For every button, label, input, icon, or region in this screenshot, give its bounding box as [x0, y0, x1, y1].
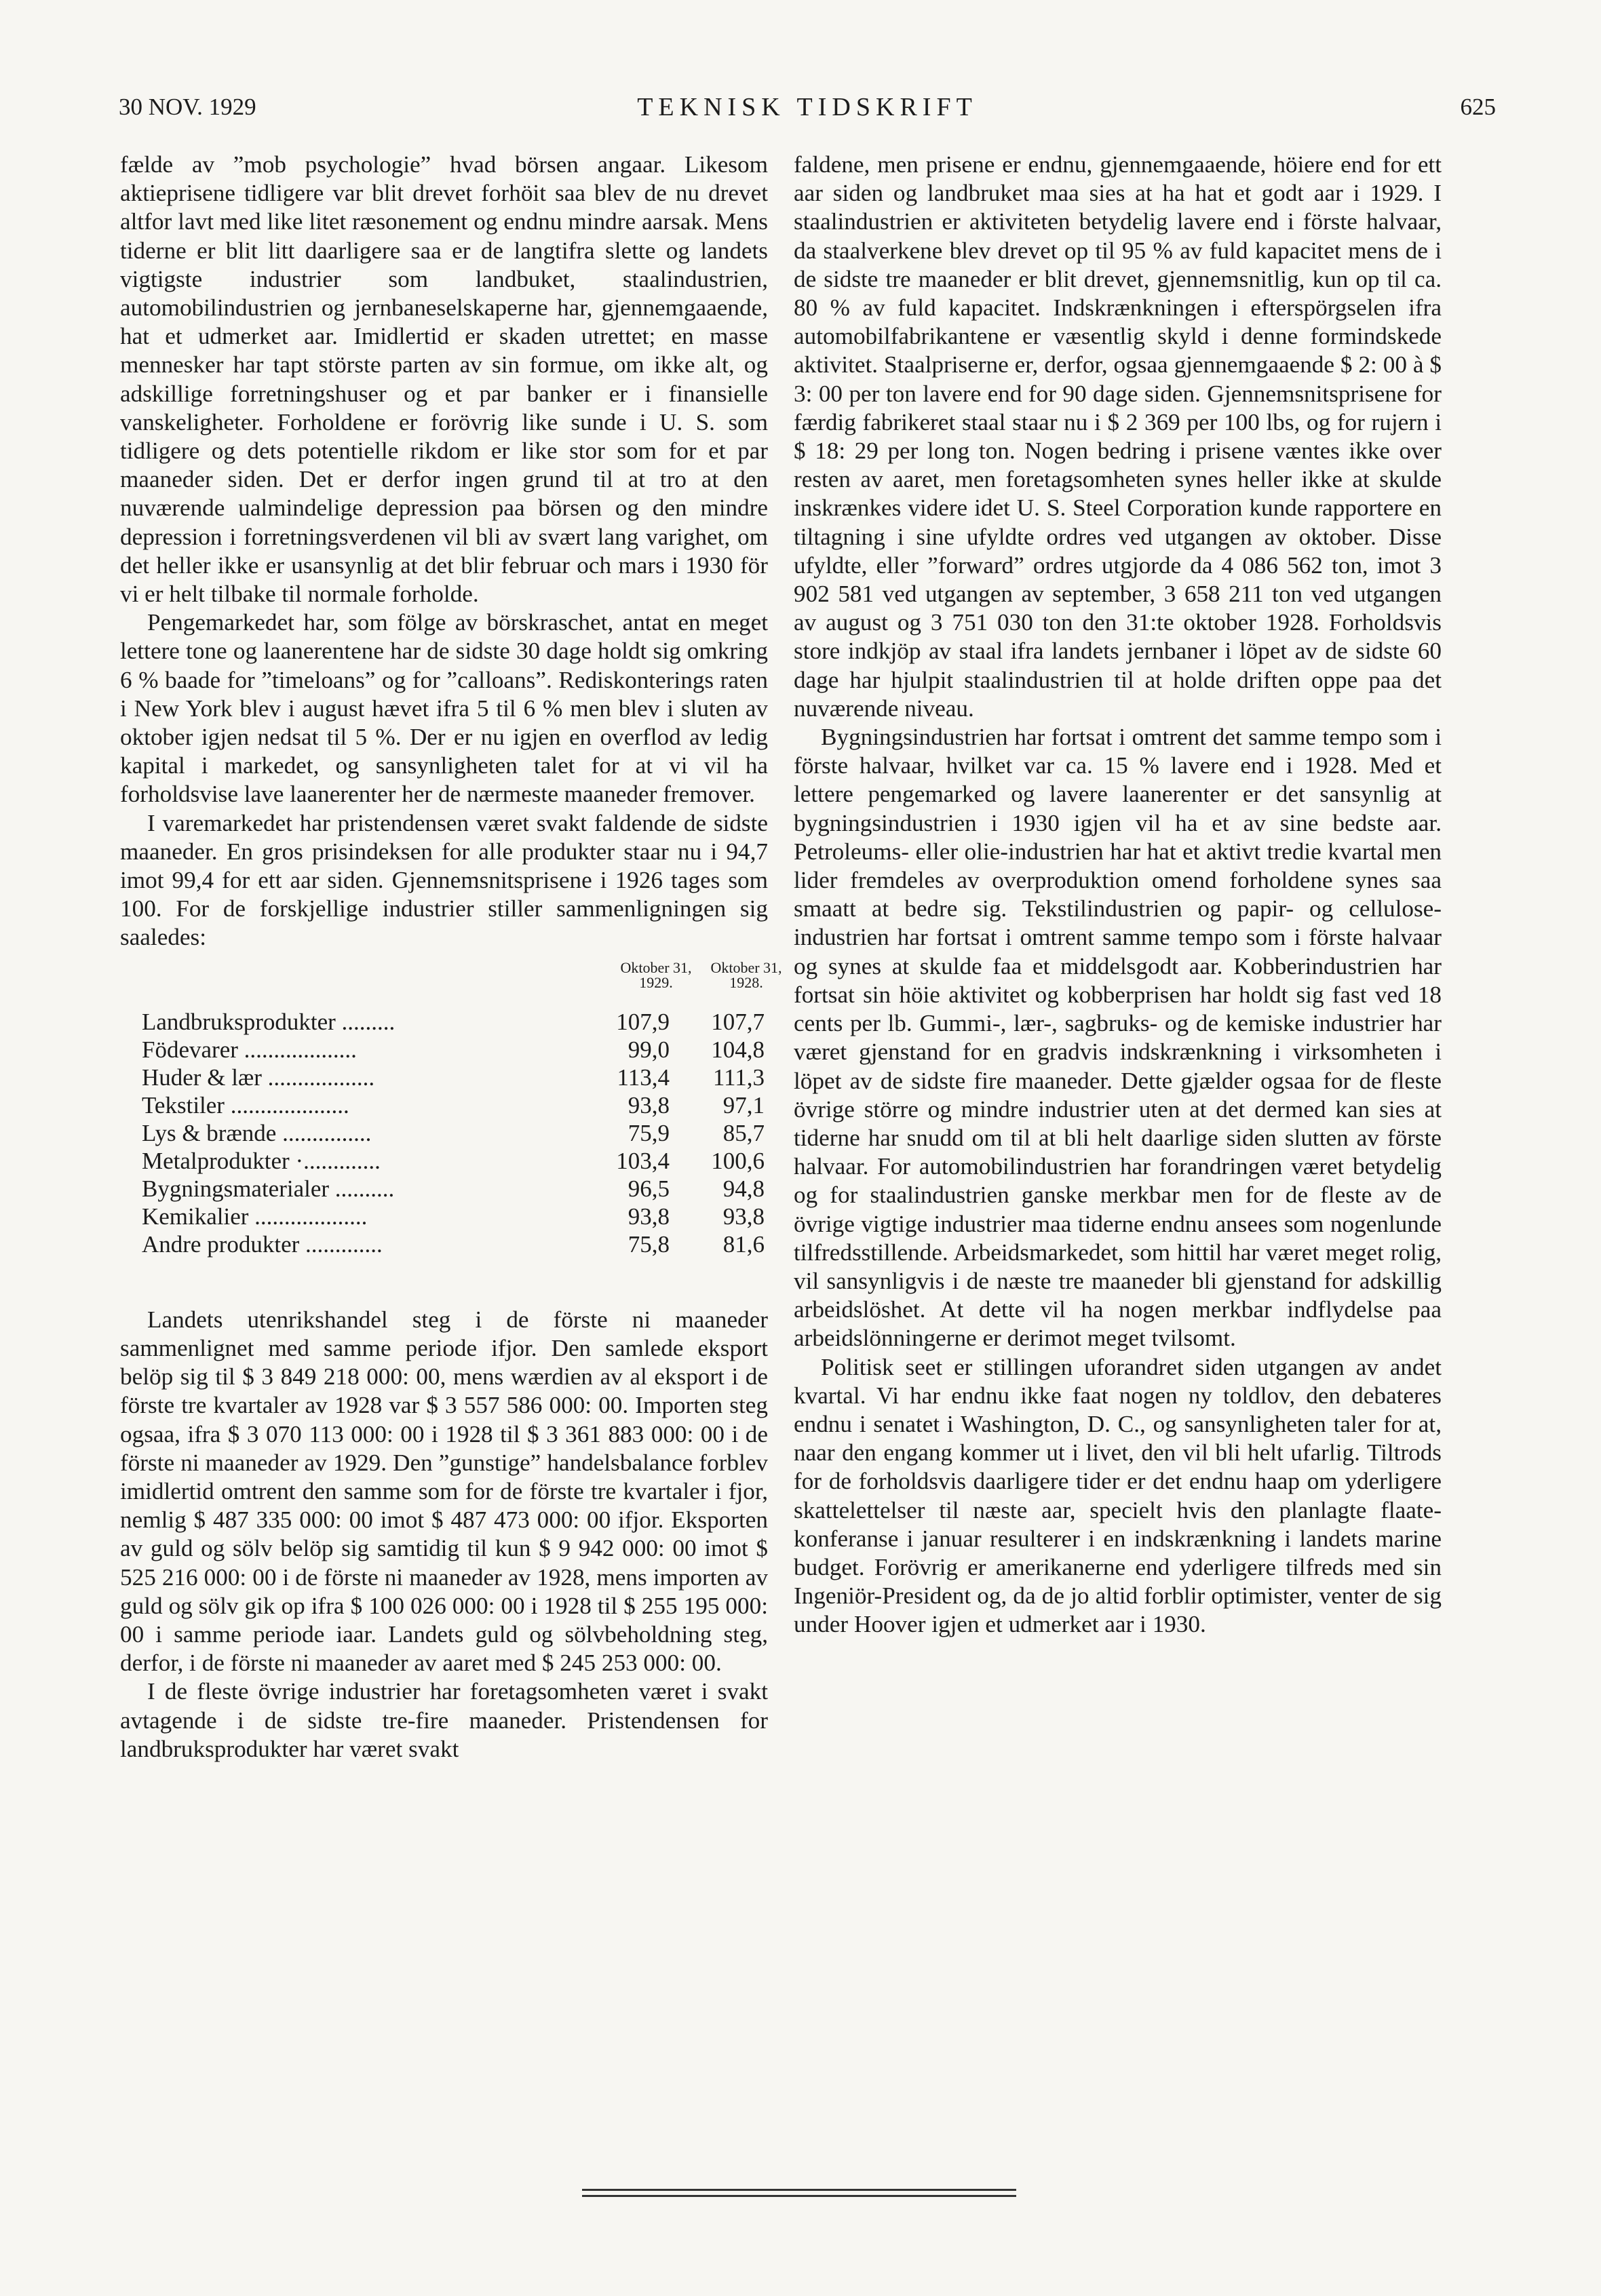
value-1929: 99,0 [628, 1036, 670, 1063]
value-1929: 113,4 [617, 1064, 670, 1091]
value-1928: 104,8 [711, 1036, 765, 1063]
row-label: Tekstiler .................... [142, 1091, 349, 1118]
value-1928: 100,6 [711, 1147, 765, 1174]
row-label: Kemikalier ................... [142, 1203, 368, 1230]
table-row [120, 1119, 768, 1147]
value-1929: 75,8 [628, 1230, 670, 1258]
value-1928: 85,7 [722, 1119, 765, 1146]
table-row [120, 1091, 768, 1119]
value-1929: 93,8 [628, 1203, 670, 1230]
value-1929: 103,4 [616, 1147, 670, 1174]
column-header-1929: Oktober 31, 1929. [620, 958, 692, 991]
value-1929: 96,5 [628, 1175, 670, 1202]
table-row [120, 1203, 768, 1230]
value-1928: 94,8 [722, 1175, 765, 1202]
table-row [120, 1036, 768, 1064]
value-1929: 93,8 [628, 1091, 670, 1118]
issue-date: 30 NOV. 1929 [119, 94, 256, 120]
row-label: Födevarer ................... [142, 1036, 357, 1063]
value-1928: 111,3 [712, 1064, 765, 1091]
paragraph: faldene, men prisene er endnu, gjennemgaaende, höiere end for ett aar siden og landbruket maa sies at ha hat et godt aar i 1929. I staalindustrien er aktiviteten betydelig lavere end i förste halvaar, da staalverkene blev drevet op til 95 % av fuld kapacitet mens de i de sidste tre maaneder er blit drevet, gjennemsnitlig, kun op til ca. 80 % av fuld kapacitet. Indskrænkningen i efterspörgselen ifra automobilfabrikantene er væsentlig skyld i denne formindskede aktivitet. Staalpriserne er, derfor, ogsaa gjennemgaaende $ 2: 00 à $ 3: 00 per ton lavere end for 90 dage siden. Gjennemsnitsprisene for færdig fabrikeret staal staar nu i $ 2 369 per 100 lbs, og for rujern i $ 18: 29 per long ton. Nogen bedring i prisene væntes ikke over resten av aaret, men foretagsomheten synes heller ikke at skulde inskrænkes videre idet U. S. Steel Corporation kunde rapportere en tiltagning i sine ufyldte ordres ved utgangen av oktober. Disse ufyldte, eller ”forward” ordres utgjorde da 4 086 562 ton, imot 3 902 581 ved utgangen av september, 3 658 211 ton ved utgangen av august og 3 751 030 ton den 31:te oktober 1928. Forholdsvis store indkjöp av staal ifra landets jernbaner i löpet av de sidste 60 dage har hjulpit staalindustrien til at holde driften oppe paa det nuværende niveau. [794, 151, 1442, 722]
page-header [119, 87, 1496, 128]
paragraph: Bygningsindustrien har fortsat i omtrent det samme tempo som i förste halvaar, hvilket var ca. 15 % lavere end i 1928. Med et lettere pengemarked og lavere laanerenter er det sansynlig at bygningsindustrien i 1930 igjen vil ha et av sine bedste aar. Petroleums- eller olie-industrien har hat et aktivt tredie kvartal men lider fremdeles av overproduktion omend forholdene synes saa smaatt at bedre sig. Tekstilindustrien og papir- og cellulose-industrien har fortsat i omtrent samme tempo som i förste halvaar og synes at skulde faa et middelsgodt aar. Kobberindustrien har fortsat sin höie aktivitet og kobberprisen har holdt sig fast ved 18 cents per lb. Gummi-, lær-, sagbruks- og de kemiske industrier har været gjenstand for en gradvis indskrænkning i virksomheten i löpet av de sidste fire maaneder. Dette gjælder ogsaa for de fleste övrige större og mindre industrier uten at det dermed kan sies at tiderne har snudd om til at bli helt daarlige siden slutten av förste halvaar. For automobilindustrien har forandringen været betydelig og for staalindustrien ganske merkbar men for de fleste av de övrige vigtige industrier maa tiderne endnu ansees som nogenlunde tilfredsstillende. Arbeidsmarkedet, som hittil har været meget rolig, vil sansynligvis i de næste tre maaneder bli gjenstand for adskillig arbeidslöshet. At dette vil ha nogen merkbar indflydelse paa arbeidslönningerne er derimot meget tvilsomt. [794, 724, 1442, 1352]
value-1928: 97,1 [722, 1091, 765, 1118]
paragraph: I de fleste övrige industrier har foretagsomheten været i svakt avtagende i de sidste tre-fire maaneder. Pristendensen for landbruksprodukter har været svakt [120, 1678, 768, 1762]
table-row [120, 1230, 768, 1258]
left-column [120, 151, 782, 1764]
row-label: Andre produkter ............. [142, 1230, 383, 1258]
price-index-table [120, 952, 782, 1258]
table-row [120, 1147, 768, 1175]
row-label: Landbruksprodukter ......... [142, 1008, 396, 1035]
table-row [120, 1064, 768, 1091]
right-column [794, 151, 1442, 1639]
page-number: 625 [1460, 94, 1496, 120]
table-header [120, 952, 782, 1008]
value-1929: 107,9 [616, 1008, 670, 1035]
value-1929: 75,9 [628, 1119, 670, 1146]
value-1928: 107,7 [711, 1008, 765, 1035]
end-rule [582, 2189, 1016, 2191]
end-rule [582, 2195, 1016, 2197]
paragraph: I varemarkedet har pristendensen været svakt faldende de sidste maaneder. En gros prisindeksen for alle produkter staar nu i 94,7 imot 99,4 for ett aar siden. Gjennemsnitsprisene i 1926 tages som 100. For de forskjellige industrier stiller sammenligningen sig saaledes: [120, 809, 768, 951]
value-1928: 93,8 [722, 1203, 765, 1230]
spacer [120, 1258, 768, 1306]
table-row [120, 1175, 768, 1203]
paragraph: fælde av ”mob psychologie” hvad börsen angaar. Likesom aktieprisene tidligere var blit drevet forhöit saa blev de nu drevet altfor lavt med like litet ræsonement og endnu mindre aarsak. Mens tiderne er blit litt daarligere saa er de langtifra slette og landets vigtigste industrier som landbuket, staalindustrien, automobilindustrien og jernbaneselskaperne har, gjennemgaaende, hat et udmerket aar. Imidlertid er skaden utrettet; en masse mennesker har tapt störste parten av sin formue, om ikke alt, og adskillige forretningshuser og et par banker er i finansielle vanskeligheter. Forholdene er forövrig like sunde i U. S. som tidligere og dets potentielle rikdom er like stor som for et par maaneder siden. Det er derfor ingen grund til at tro at den nuværende ualmindelige depression paa börsen og den mindre depression i forretningsverdenen vil bli av svært lang varighet, om det heller ikke er usansynlig at det blir februar och mars i 1930 för vi er helt tilbake til normale forholde. [120, 151, 768, 608]
paragraph: Politisk seet er stillingen uforandret siden utgangen av andet kvartal. Vi har endnu ikke faat nogen ny toldlov, den debateres endnu i senatet i Washington, D. C., og sansynligheten taler for at, naar den engang kommer ut i livet, den vil bli helt ufarlig. Tiltrods for de forholdsvis daarligere tider er det endnu haap om yderligere skattelettelser til næste aar, specielt hvis den planlagte flaate-konferanse i januar resulterer i en indskrænkning i landets marine budget. Forövrig er amerikanerne end yderligere tilfreds med sin Ingeniör-President og, da de jo altid forblir optimister, venter de sig under Hoover igjen et udmerket aar i 1930. [794, 1353, 1442, 1638]
paragraph: Pengemarkedet har, som fölge av börskraschet, antat en meget lettere tone og laanerentene har de sidste 30 dage holdt sig omkring 6 % baade for ”timeloans” og for ”calloans”. Rediskonterings raten i New York blev i august hævet ifra 5 til 6 % men blev i sluten av oktober igjen nedsat til 5 %. Der er nu igjen en overflod av ledig kapital i markedet, og sansynligheten talet for at vi vil ha forholdsvise lave laanerenter her de nærmeste maaneder fremover. [120, 609, 768, 808]
row-label: Metalprodukter ·............. [142, 1147, 381, 1174]
row-label: Huder & lær .................. [142, 1064, 375, 1091]
row-label: Bygningsmaterialer .......... [142, 1175, 395, 1202]
paragraph: Landets utenrikshandel steg i de förste ni maaneder sammenlignet med samme periode ifjor. Den samlede eksport belöp sig til $ 3 849 218 000: 00, mens wærdien av al eksport i de förste tre kvartaler av 1928 var $ 3 557 586 000: 00. Importen steg ogsaa, ifra $ 3 070 113 000: 00 i 1928 til $ 3 361 883 000: 00 i de förste ni maaneder av 1929. Den ”gunstige” handelsbalance forblev imidlertid omtrent den samme som for de förste tre kvartaler i fjor, nemlig $ 487 335 000: 00 imot $ 487 473 000: 00 ifjor. Eksporten av guld og sölv belöp sig samtidig til kun $ 9 942 000: 00 imot $ 525 216 000: 00 i de förste ni maaneder av 1928, mens importen av guld og sölv gik op ifra $ 100 026 000: 00 i 1928 til $ 255 195 000: 00 i samme periode iaar. Landets guld og sölvbeholdning steg, derfor, i de förste ni maaneder av aaret med $ 245 253 000: 00. [120, 1306, 768, 1677]
column-header-1928: Oktober 31, 1928. [710, 958, 782, 991]
journal-title: TEKNISK TIDSKRIFT [637, 93, 978, 121]
table-row [120, 1008, 768, 1036]
row-label: Lys & brænde ............... [142, 1119, 372, 1146]
value-1928: 81,6 [722, 1230, 765, 1258]
